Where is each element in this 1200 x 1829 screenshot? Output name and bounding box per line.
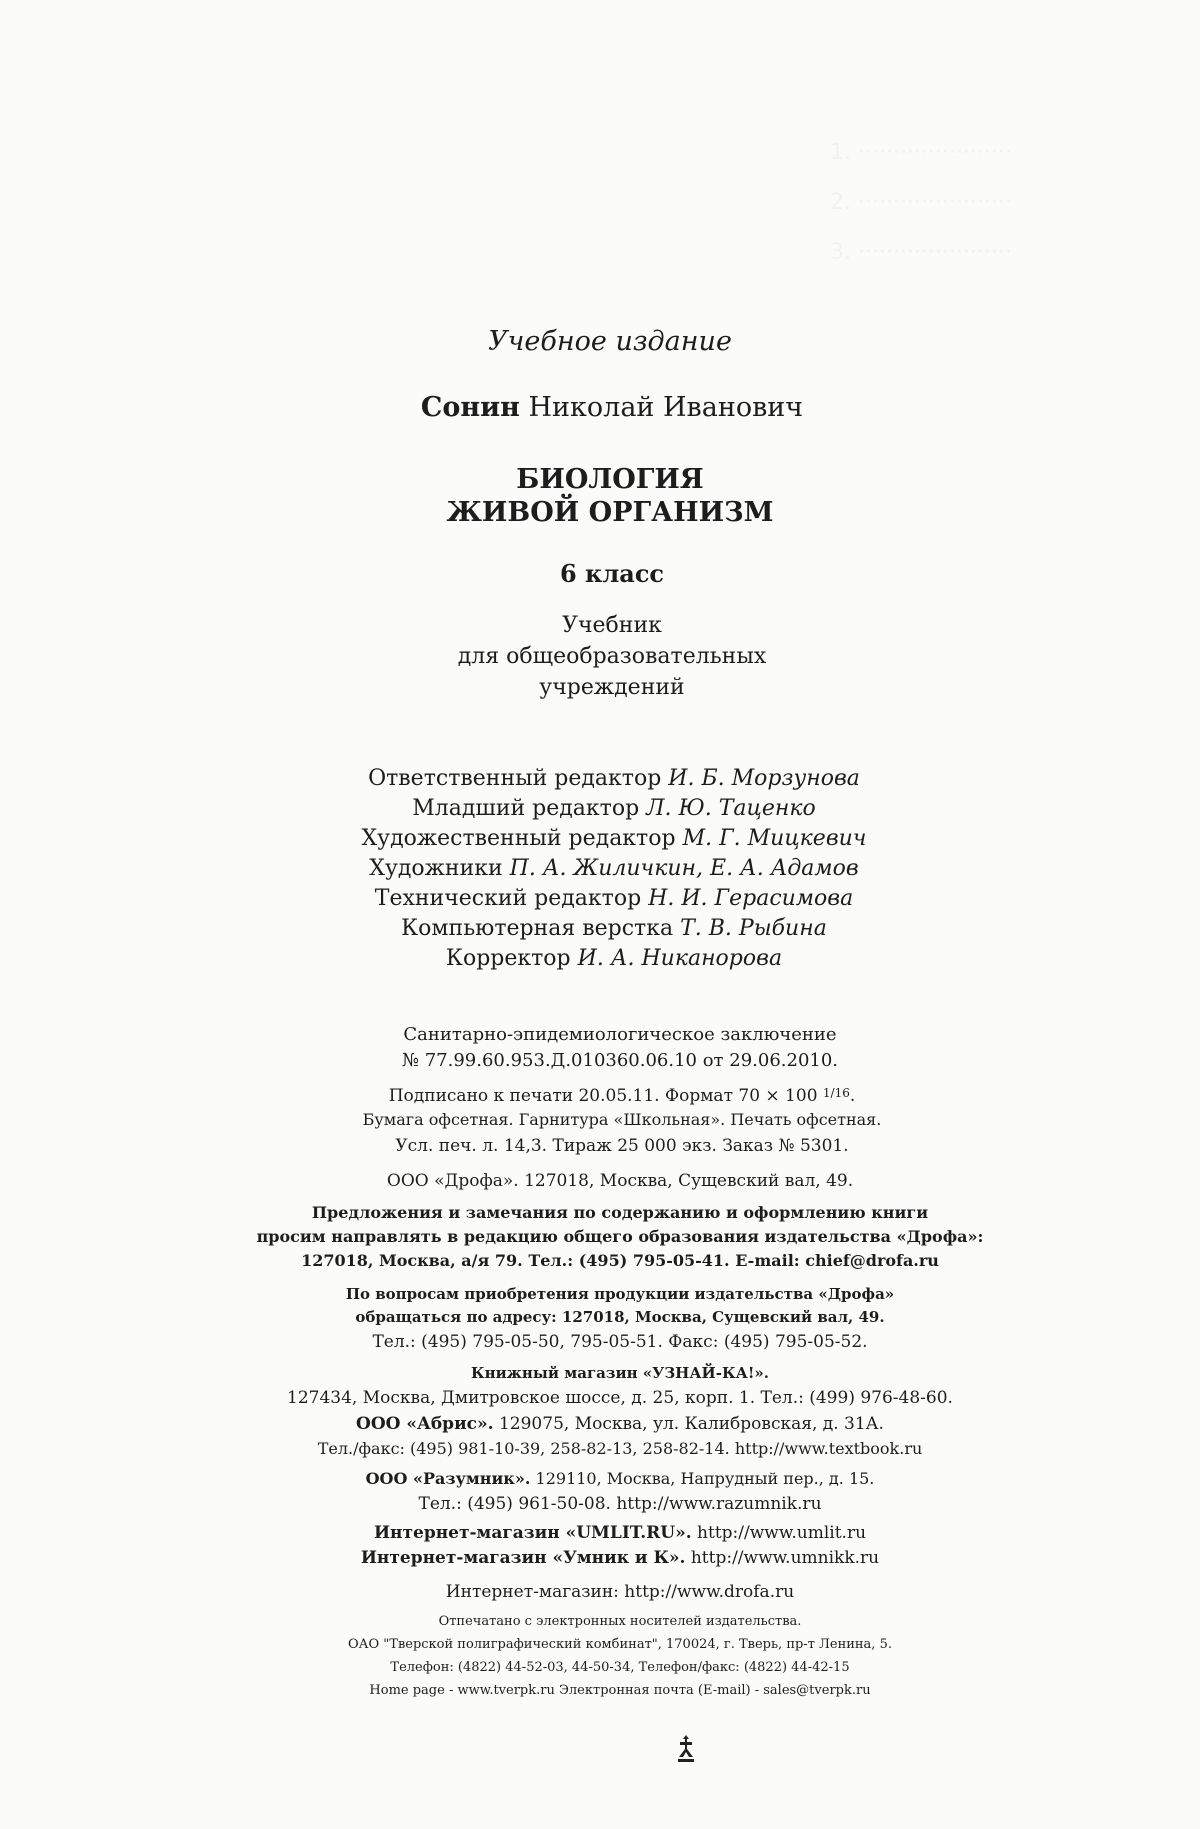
publisher-address: ООО «Дрофа». 127018, Москва, Сущевский вал, 49. bbox=[386, 1171, 854, 1191]
print-signed: Подписано к печати 20.05.11. Формат 70 × 100 $^{1/16}$. bbox=[388, 1086, 856, 1106]
show-through-text bbox=[830, 190, 1012, 215]
printer-line-1: Отпечатано с электронных носителей издательства. bbox=[438, 1614, 802, 1629]
grade: 6 класс bbox=[559, 559, 665, 588]
shop-abris bbox=[0, 1414, 1200, 1434]
book-title-line-2: ЖИВОЙ ОРГАНИЗМ bbox=[446, 497, 774, 528]
credit-role: Корректор bbox=[445, 946, 571, 971]
shop-razumnik bbox=[0, 1469, 1200, 1488]
shop-uznaika-name: Книжный магазин «УЗНАЙ-КА!». bbox=[470, 1364, 769, 1382]
credit-person: И. А. Никанорова bbox=[577, 946, 783, 971]
shop-umnikk-name: Интернет-магазин «Умник и К». bbox=[360, 1548, 686, 1568]
purchase-line-2: обращаться по адресу: 127018, Москва, Сущевский вал, 49. bbox=[355, 1308, 885, 1326]
printer-line-3: Телефон: (4822) 44-52-03, 44-50-34, Телефон/факс: (4822) 44-42-15 bbox=[390, 1660, 850, 1675]
credit-row bbox=[0, 946, 1200, 971]
print-volume: Усл. печ. л. 14,3. Тираж 25 000 экз. Заказ № 5301. bbox=[395, 1136, 849, 1156]
shop-umlit-url: http://www.umlit.ru bbox=[697, 1523, 867, 1543]
purchase-line-3: Тел.: (495) 795-05-50, 795-05-51. Факс: (495) 795-05-52. bbox=[372, 1332, 868, 1352]
print-paper: Бумага офсетная. Гарнитура «Школьная». Печать офсетная. bbox=[362, 1110, 882, 1129]
credit-row bbox=[0, 856, 1200, 881]
credit-role: Младший редактор bbox=[412, 796, 640, 821]
shop-umlit bbox=[0, 1523, 1200, 1543]
credit-row bbox=[0, 916, 1200, 941]
credit-person: Л. Ю. Таценко bbox=[646, 796, 816, 821]
shop-umnikk-url: http://www.umnikk.ru bbox=[690, 1548, 880, 1568]
description-line-3: учреждений bbox=[539, 675, 685, 700]
credit-row bbox=[0, 796, 1200, 821]
credit-role: Ответственный редактор bbox=[368, 766, 662, 791]
feedback-line-2: просим направлять в редакцию общего образования издательства «Дрофа»: bbox=[256, 1227, 984, 1246]
sanitary-line-1: Санитарно-эпидемиологическое заключение bbox=[403, 1024, 837, 1045]
shop-uznaika-address: 127434, Москва, Дмитровское шоссе, д. 25, корп. 1. Тел.: (499) 976-48-60. bbox=[287, 1388, 953, 1408]
description-line-2: для общеобразовательных bbox=[457, 644, 767, 669]
credit-person: Т. В. Рыбина bbox=[680, 916, 827, 941]
shop-abris-phone: Тел./факс: (495) 981-10-39, 258-82-13, 258-82-14. http://www.textbook.ru bbox=[317, 1439, 923, 1458]
credit-role: Компьютерная верстка bbox=[401, 916, 674, 941]
drofa-online-shop: Интернет-магазин: http://www.drofa.ru bbox=[445, 1582, 795, 1602]
credit-role: Художники bbox=[369, 856, 503, 881]
shop-razumnik-phone: Тел.: (495) 961-50-08. http://www.razumnik.ru bbox=[418, 1494, 822, 1514]
purchase-line-1: По вопросам приобретения продукции издательства «Дрофа» bbox=[345, 1285, 895, 1303]
shop-razumnik-address: 129110, Москва, Напрудный пер., д. 15. bbox=[535, 1469, 875, 1488]
book-title-line-1: БИОЛОГИЯ bbox=[516, 464, 704, 495]
format-fraction: 1/16 bbox=[822, 1086, 850, 1100]
credit-role: Технический редактор bbox=[374, 886, 642, 911]
printer-logo-icon bbox=[674, 1733, 698, 1763]
author-given-names: Николай Иванович bbox=[528, 392, 804, 423]
credit-person: М. Г. Мицкевич bbox=[682, 826, 867, 851]
credit-person: П. А. Жиличкин, Е. А. Адамов bbox=[509, 856, 859, 881]
printer-line-4: Home page - www.tverpk.ru Электронная почта (E-mail) - sales@tverpk.ru bbox=[369, 1683, 871, 1698]
credit-role: Художественный редактор bbox=[361, 826, 676, 851]
credit-person: И. Б. Морзунова bbox=[668, 766, 860, 791]
printer-line-2: ОАО "Тверской полиграфический комбинат", 170024, г. Тверь, пр-т Ленина, 5. bbox=[348, 1637, 892, 1652]
edition-type: Учебное издание bbox=[488, 326, 732, 357]
credit-row bbox=[0, 766, 1200, 791]
feedback-line-1: Предложения и замечания по содержанию и оформлению книги bbox=[311, 1203, 929, 1222]
shop-abris-name: ООО «Абрис». bbox=[356, 1414, 494, 1434]
shop-umlit-name: Интернет-магазин «UMLIT.RU». bbox=[373, 1523, 692, 1543]
shop-razumnik-name: ООО «Разумник». bbox=[365, 1469, 531, 1488]
author-name bbox=[0, 392, 1200, 423]
author-surname: Сонин bbox=[420, 392, 520, 423]
shop-umnikk bbox=[0, 1548, 1200, 1568]
sanitary-line-2: № 77.99.60.953.Д.010360.06.10 от 29.06.2010. bbox=[401, 1050, 839, 1071]
credit-person: Н. И. Герасимова bbox=[648, 886, 854, 911]
show-through-text bbox=[830, 240, 1012, 265]
credit-row bbox=[0, 886, 1200, 911]
feedback-line-3: 127018, Москва, а/я 79. Тел.: (495) 795-05-41. E-mail: chief@drofa.ru bbox=[301, 1251, 939, 1270]
credit-row bbox=[0, 826, 1200, 851]
description-line-1: Учебник bbox=[562, 613, 662, 638]
show-through-text bbox=[830, 140, 1012, 165]
shop-abris-address: 129075, Москва, ул. Калибровская, д. 31А. bbox=[498, 1414, 884, 1434]
